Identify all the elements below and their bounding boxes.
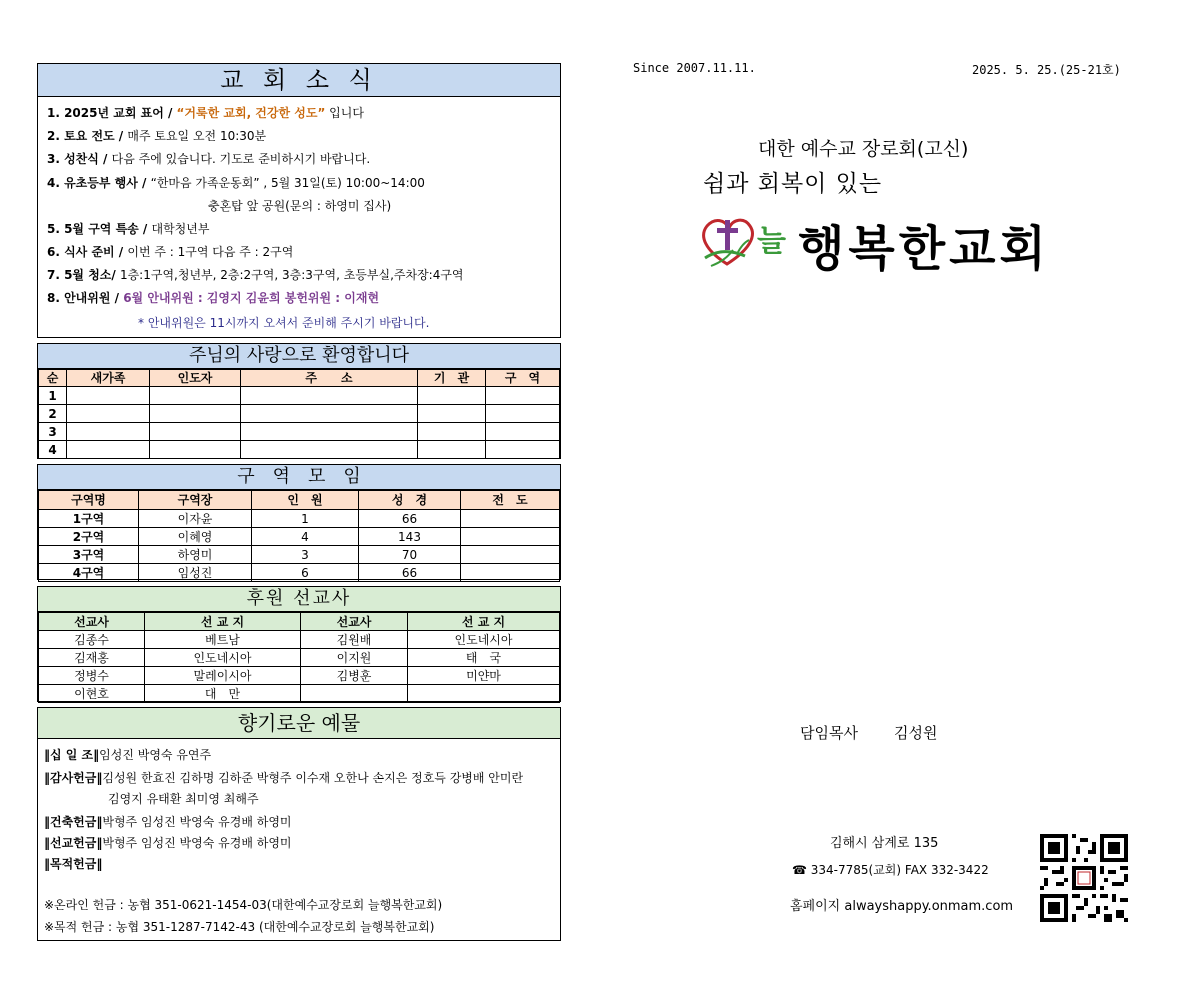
news-item-4: 4. 유초등부 행사 / “한마음 가족운동회” , 5월 31일(토) 10:00~14:00 xyxy=(47,176,425,190)
offering-line-building: ‖건축헌금‖박형주 임성진 박영숙 유경배 하영미 xyxy=(44,815,292,829)
cell xyxy=(150,423,241,441)
welcome-title: 주님의 사랑으로 환영합니다 xyxy=(38,344,560,369)
col-header: 구역장 xyxy=(139,491,252,510)
col-header: 순 xyxy=(39,370,67,387)
cell xyxy=(150,387,241,405)
cell: 대 만 xyxy=(145,685,301,703)
cell: 미얀마 xyxy=(408,667,560,685)
welcome-box xyxy=(37,343,561,459)
cell: 3구역 xyxy=(39,546,139,564)
offering-box xyxy=(37,707,561,941)
cell: 이자윤 xyxy=(139,510,252,528)
cell xyxy=(461,510,560,528)
table-row xyxy=(39,528,560,546)
cell: 이지원 xyxy=(301,649,408,667)
church-homepage: 홈페이지 alwayshappy.onmam.com xyxy=(790,899,1014,914)
col-header: 기 관 xyxy=(418,370,486,387)
cell: 이혜영 xyxy=(139,528,252,546)
news-item-4-cont: 충혼탑 앞 공원(문의 : 하영미 집사) xyxy=(208,199,392,213)
cell xyxy=(241,423,418,441)
church-name: 행복한교회 xyxy=(798,221,1050,277)
cell: 2구역 xyxy=(39,528,139,546)
logo-neul: 늘 xyxy=(757,224,786,259)
welcome-table xyxy=(38,369,560,459)
col-header: 구 역 xyxy=(486,370,560,387)
qr-code-icon xyxy=(1040,834,1128,922)
issue-date: 2025. 5. 25.(25-21호) xyxy=(972,63,1121,77)
cell: 김재홍 xyxy=(39,649,145,667)
cell: 1 xyxy=(39,387,67,405)
cell xyxy=(418,387,486,405)
offering-line-purpose: ‖목적헌금‖ xyxy=(44,857,103,871)
church-news-title: 교 회 소 식 xyxy=(38,64,560,97)
col-header: 선교사 xyxy=(301,613,408,631)
col-header: 구역명 xyxy=(39,491,139,510)
cell: 70 xyxy=(359,546,461,564)
table-row xyxy=(39,564,560,582)
offering-line-mission: ‖선교헌금‖박형주 임성진 박영숙 유경배 하영미 xyxy=(44,836,292,850)
cell: 66 xyxy=(359,510,461,528)
district-box xyxy=(37,464,561,580)
cell xyxy=(150,405,241,423)
cell: 1 xyxy=(252,510,359,528)
cell: 4 xyxy=(252,528,359,546)
cell: 베트남 xyxy=(145,631,301,649)
district-table xyxy=(38,490,560,582)
cell xyxy=(418,405,486,423)
table-row xyxy=(39,685,560,703)
cell xyxy=(67,441,150,459)
table-row xyxy=(39,387,560,405)
col-header: 새가족 xyxy=(67,370,150,387)
cell: 하영미 xyxy=(139,546,252,564)
cell xyxy=(461,564,560,582)
cell xyxy=(67,423,150,441)
missionary-box xyxy=(37,586,561,702)
cell xyxy=(418,441,486,459)
cell: 4 xyxy=(39,441,67,459)
offering-line-thanks-cont: 김영지 유태환 최미영 최해주 xyxy=(108,792,259,806)
table-row xyxy=(39,546,560,564)
account-online: ※온라인 헌금 : 농협 351-0621-1454-03(대한예수교장로회 늘행복한교회) xyxy=(44,898,443,912)
cell xyxy=(461,528,560,546)
church-phone: ☎ 334-7785(교회) FAX 332-3422 xyxy=(792,863,989,877)
col-header: 인도자 xyxy=(150,370,241,387)
news-item-1: 1. 2025년 교회 표어 / “거룩한 교회, 건강한 성도” 입니다 xyxy=(47,106,364,120)
missionary-table xyxy=(38,612,560,703)
news-item-2: 2. 토요 전도 / 매주 토요일 오전 10:30분 xyxy=(47,129,267,143)
cell: 김병훈 xyxy=(301,667,408,685)
col-header: 선 교 지 xyxy=(145,613,301,631)
table-row xyxy=(39,405,560,423)
news-item-8: 8. 안내위원 / 6월 안내위원 : 김영지 김윤희 봉헌위원 : 이재현 xyxy=(47,291,380,305)
cell: 김원배 xyxy=(301,631,408,649)
table-header-row xyxy=(39,491,560,510)
offering-line-tithe: ‖십 일 조‖임성진 박영숙 유연주 xyxy=(44,748,212,762)
qr-code xyxy=(1040,834,1128,922)
table-header-row xyxy=(39,370,560,387)
col-header: 주 소 xyxy=(241,370,418,387)
cell xyxy=(418,423,486,441)
table-header-row xyxy=(39,613,560,631)
district-title: 구 역 모 임 xyxy=(38,465,560,490)
cell xyxy=(150,441,241,459)
pastor-label: 담임목사 xyxy=(800,724,858,742)
cell: 인도네시아 xyxy=(408,631,560,649)
cell xyxy=(486,441,560,459)
news-item-note: * 안내위원은 11시까지 오셔서 준비해 주시기 바랍니다. xyxy=(138,316,430,330)
col-header: 전 도 xyxy=(461,491,560,510)
cell xyxy=(241,441,418,459)
news-item-3: 3. 성찬식 / 다음 주에 있습니다. 기도로 준비하시기 바랍니다. xyxy=(47,152,371,166)
table-row xyxy=(39,441,560,459)
cell xyxy=(301,685,408,703)
pastor-name: 김성원 xyxy=(893,724,938,742)
cell: 이현호 xyxy=(39,685,145,703)
news-item-6: 6. 식사 준비 / 이번 주 : 1구역 다음 주 : 2구역 xyxy=(47,245,294,259)
news-item-7: 7. 5월 청소/ 1층:1구역,청년부, 2층:2구역, 3층:3구역, 초등부실,주차장:4구역 xyxy=(47,268,464,282)
col-header: 선교사 xyxy=(39,613,145,631)
table-row xyxy=(39,667,560,685)
table-row xyxy=(39,510,560,528)
cell: 4구역 xyxy=(39,564,139,582)
cell: 6 xyxy=(252,564,359,582)
col-header: 인 원 xyxy=(252,491,359,510)
cell: 2 xyxy=(39,405,67,423)
cell xyxy=(67,387,150,405)
cell: 1구역 xyxy=(39,510,139,528)
cell: 임성진 xyxy=(139,564,252,582)
church-news-box xyxy=(37,63,561,338)
church-address: 김해시 삼계로 135 xyxy=(830,836,939,851)
cell: 66 xyxy=(359,564,461,582)
since-text: Since 2007.11.11. xyxy=(633,61,756,75)
pastor-line xyxy=(800,722,937,743)
missionary-title: 후원 선교사 xyxy=(38,587,560,612)
slogan: 쉼과 회복이 있는 xyxy=(703,171,883,197)
col-header: 선 교 지 xyxy=(408,613,560,631)
cell: 말레이시아 xyxy=(145,667,301,685)
offering-line-thanks: ‖감사헌금‖김성원 한효진 김하명 김하준 박형주 이수재 오한나 손지은 정호득 강병배 안미란 xyxy=(44,771,524,785)
col-header: 성 경 xyxy=(359,491,461,510)
cell: 정병수 xyxy=(39,667,145,685)
cell xyxy=(486,423,560,441)
table-row xyxy=(39,631,560,649)
cell xyxy=(486,405,560,423)
news-item-5: 5. 5월 구역 특송 / 대학청년부 xyxy=(47,222,210,236)
cell: 3 xyxy=(252,546,359,564)
cell: 143 xyxy=(359,528,461,546)
cell: 김종수 xyxy=(39,631,145,649)
cell xyxy=(241,387,418,405)
table-row xyxy=(39,423,560,441)
offering-title: 향기로운 예물 xyxy=(38,708,560,739)
church-logo xyxy=(697,206,797,276)
cell: 3 xyxy=(39,423,67,441)
cell: 태 국 xyxy=(408,649,560,667)
account-purpose: ※목적 헌금 : 농협 351-1287-7142-43 (대한예수교장로회 늘행복한교회) xyxy=(44,920,435,934)
denomination: 대한 예수교 장로회(고신) xyxy=(758,138,969,160)
cell xyxy=(67,405,150,423)
cell xyxy=(461,546,560,564)
cell xyxy=(241,405,418,423)
cell: 인도네시아 xyxy=(145,649,301,667)
cell xyxy=(486,387,560,405)
table-row xyxy=(39,649,560,667)
cell xyxy=(408,685,560,703)
